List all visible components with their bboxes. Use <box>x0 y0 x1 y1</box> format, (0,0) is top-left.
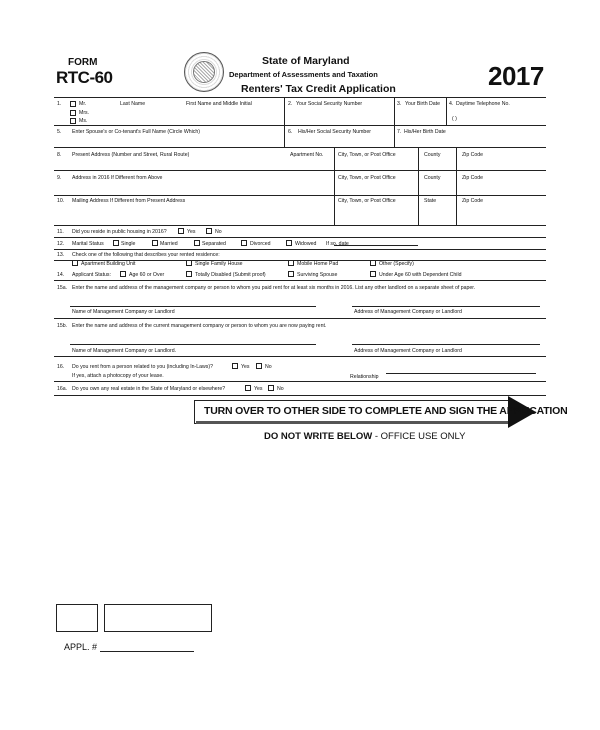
birth-date-label: Your Birth Date <box>405 101 440 107</box>
current-landlord-name-label: Name of Management Company or Landlord. <box>72 348 177 354</box>
divorced-label: Divorced <box>250 241 271 247</box>
single-label: Single <box>121 241 136 247</box>
office-use-heading <box>264 431 465 442</box>
apartment-label: Apartment No. <box>290 152 324 158</box>
applicant-status-label: Applicant Status: <box>72 272 111 278</box>
last-name-label: Last Name <box>120 101 146 107</box>
real-estate-no-checkbox[interactable] <box>268 385 274 391</box>
lease-attach-note: If yes, attach a photocopy of your lease. <box>72 373 164 379</box>
row-11-number: 11. <box>57 229 64 235</box>
spouse-ssn-label: His/Her Social Security Number <box>298 129 371 135</box>
relationship-label: Relationship <box>350 374 379 380</box>
divorced-checkbox[interactable] <box>241 240 247 246</box>
single-family-label: Single Family House <box>195 261 243 267</box>
row-14-number: 14. <box>57 272 65 278</box>
current-landlord-address-label: Address of Management Company or Landlord <box>354 348 462 354</box>
ms-checkbox[interactable] <box>70 118 76 124</box>
real-estate-yes-checkbox[interactable] <box>245 385 251 391</box>
spouse-name-label: Enter Spouse's or Co-tenant's Full Name (Circle Which) <box>72 129 200 135</box>
apartment-unit-label: Apartment Building Unit <box>81 261 136 267</box>
zip-label: Zip Code <box>462 152 484 158</box>
row-5-number: 5. <box>57 129 62 135</box>
ssn-label: Your Social Security Number <box>296 101 363 107</box>
disabled-checkbox[interactable] <box>186 271 192 277</box>
row-16a-number: 16a. <box>57 386 68 392</box>
office-use-bold: DO NOT WRITE BELOW <box>264 431 373 442</box>
married-checkbox[interactable] <box>152 240 158 246</box>
dependent-child-checkbox[interactable] <box>370 271 376 277</box>
related-no-checkbox[interactable] <box>256 363 262 369</box>
disabled-label: Totally Disabled (Submit proof) <box>195 272 266 278</box>
public-housing-label: Did you reside in public housing in 2016? <box>72 229 167 235</box>
phone-label: Daytime Telephone No. <box>456 101 510 107</box>
dependent-child-label: Under Age 60 with Dependent Child <box>379 272 462 278</box>
row-15b-number: 15b. <box>57 323 68 329</box>
mailing-state-label: State <box>424 198 437 204</box>
county-label: County <box>424 152 441 158</box>
age-60-checkbox[interactable] <box>120 271 126 277</box>
ms-label: Ms. <box>79 118 88 124</box>
related-yes-checkbox[interactable] <box>232 363 238 369</box>
phone-area-code: ( ) <box>452 116 457 122</box>
spouse-dob-label: His/Her Birth Date <box>404 129 446 135</box>
office-box-small <box>56 604 98 632</box>
appl-number-label: APPL. # <box>64 642 98 652</box>
form-title: Renters' Tax Credit Application <box>241 83 396 95</box>
prior-county-label: County <box>424 175 441 181</box>
prior-zip-label: Zip Code <box>462 175 484 181</box>
mailing-city-label: City, Town, or Post Office <box>338 198 396 204</box>
row-4-number: 4. <box>449 101 454 107</box>
row-6-number: 6. <box>288 129 293 135</box>
separated-checkbox[interactable] <box>194 240 200 246</box>
mobile-home-label: Mobile Home Pad <box>297 261 339 267</box>
mailing-address-label: Mailing Address If Different from Present Address <box>72 198 186 204</box>
mailing-zip-label: Zip Code <box>462 198 484 204</box>
state-name: State of Maryland <box>262 55 350 67</box>
form-year: 2017 <box>488 61 544 91</box>
public-housing-no-checkbox[interactable] <box>206 228 212 234</box>
single-checkbox[interactable] <box>113 240 119 246</box>
landlord-2016-label: Enter the name and address of the management company or person to whom you paid rent for at least six months in 2016. List any other landlord on a separate sheet of paper. <box>72 285 476 291</box>
prior-city-label: City, Town, or Post Office <box>338 175 396 181</box>
real-estate-label: Do you own any real estate in the State of Maryland or elsewhere? <box>72 386 226 392</box>
row-7-number: 7. <box>397 129 402 135</box>
maryland-state-seal-icon <box>184 52 224 92</box>
landlord-2016-address-label: Address of Management Company or Landlord <box>354 309 462 315</box>
related-no-label: No <box>265 364 272 370</box>
mrs-checkbox[interactable] <box>70 110 76 116</box>
separated-label: Separated <box>202 241 226 247</box>
marital-status-label: Marital Status <box>72 241 104 247</box>
first-name-label: First Name and Middle Initial <box>186 101 252 107</box>
public-housing-yes-checkbox[interactable] <box>178 228 184 234</box>
mr-label: Mr. <box>79 101 87 107</box>
related-yes-label: Yes <box>241 364 250 370</box>
real-estate-yes-label: Yes <box>254 386 263 392</box>
row-13-number: 13. <box>57 252 65 258</box>
mr-checkbox[interactable] <box>70 101 76 107</box>
marital-date-label: If so, date <box>326 241 349 247</box>
mobile-home-checkbox[interactable] <box>288 260 294 266</box>
row-16-number: 16. <box>57 364 65 370</box>
row-2-number: 2. <box>288 101 293 107</box>
form-label: FORM <box>68 57 98 68</box>
widowed-checkbox[interactable] <box>286 240 292 246</box>
landlord-2016-name-label: Name of Management Company or Landlord <box>72 309 175 315</box>
surviving-spouse-label: Surviving Spouse <box>297 272 338 278</box>
city-label: City, Town, or Post Office <box>338 152 396 158</box>
related-landlord-label: Do you rent from a person related to you (including In-Laws)? <box>72 364 213 370</box>
single-family-checkbox[interactable] <box>186 260 192 266</box>
banner-shadow <box>196 421 508 424</box>
widowed-label: Widowed <box>295 241 317 247</box>
surviving-spouse-checkbox[interactable] <box>288 271 294 277</box>
other-residence-checkbox[interactable] <box>370 260 376 266</box>
turn-over-text: TURN OVER TO OTHER SIDE TO COMPLETE AND SIGN THE APPLICATION <box>204 405 568 417</box>
other-residence-label: Other (Specify) <box>379 261 414 267</box>
row-8-number: 8. <box>57 152 62 158</box>
apartment-unit-checkbox[interactable] <box>72 260 78 266</box>
row-9-number: 9. <box>57 175 62 181</box>
residence-type-label: Check one of the following that describes your rented residence: <box>72 252 220 258</box>
row-3-number: 3. <box>397 101 402 107</box>
office-use-rest: - OFFICE USE ONLY <box>372 431 466 442</box>
department-name: Department of Assessments and Taxation <box>229 70 378 79</box>
row-12-number: 12. <box>57 241 65 247</box>
row-1-number: 1. <box>57 101 62 107</box>
married-label: Married <box>160 241 178 247</box>
row-15a-number: 15a. <box>57 285 68 291</box>
prior-address-label: Address in 2016 If Different from Above <box>72 175 163 181</box>
form-number: RTC-60 <box>56 68 113 87</box>
office-box-large <box>104 604 212 632</box>
row-10-number: 10. <box>57 198 65 204</box>
mrs-label: Mrs. <box>79 110 90 116</box>
age-60-label: Age 60 or Over <box>129 272 165 278</box>
appl-number-line[interactable] <box>100 651 194 652</box>
public-housing-no-label: No <box>215 229 222 235</box>
current-landlord-label: Enter the name and address of the current management company or person to whom you are now paying rent. <box>72 323 327 329</box>
real-estate-no-label: No <box>277 386 284 392</box>
public-housing-yes-label: Yes <box>187 229 196 235</box>
present-address-label: Present Address (Number and Street, Rural Route) <box>72 152 190 158</box>
